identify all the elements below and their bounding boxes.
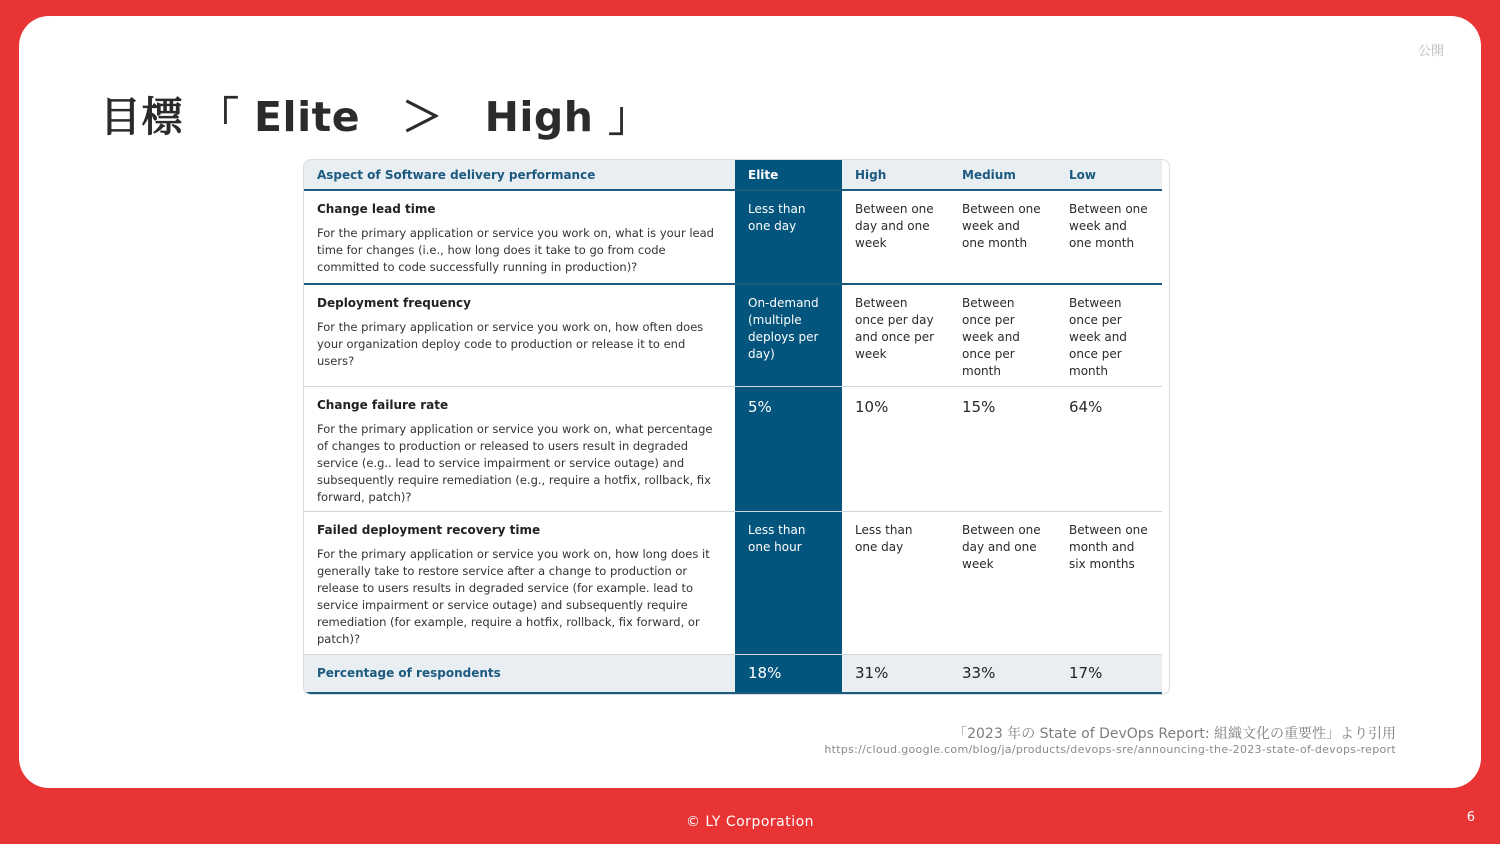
aspect-description: For the primary application or service you work on, how long does it generally take to restore service after a change to production or release to users results in degraded service (for example. lead to service impairment or service outage) and subsequently require remediation (for example, require a hotfix, rollback, fix forward, or patch)? xyxy=(317,546,710,646)
high-cell: Between one day and one week xyxy=(842,190,949,284)
aspect-name: Change failure rate xyxy=(317,397,449,412)
slide-title: 目標 「 Elite ＞ High 」 xyxy=(100,93,650,141)
aspect-name: Change lead time xyxy=(317,202,436,216)
header-low: Low xyxy=(1056,160,1162,190)
high-cell: Between once per day and once per week xyxy=(842,284,949,386)
aspect-cell xyxy=(304,190,735,284)
header-elite: Elite xyxy=(735,160,842,190)
header-high: High xyxy=(842,160,949,190)
metrics-table xyxy=(304,160,1162,694)
aspect-name: Failed deployment recovery time xyxy=(317,522,541,537)
aspect-cell xyxy=(304,511,735,654)
devops-metrics-table xyxy=(303,159,1170,695)
low-cell: Between one month and six months xyxy=(1056,511,1162,654)
table-row xyxy=(304,386,1162,511)
high-cell: 10% xyxy=(842,386,949,511)
table-row xyxy=(304,190,1162,284)
respondents-elite: 18% xyxy=(735,654,842,693)
high-cell: Less than one day xyxy=(842,511,949,654)
source-citation: 「2023 年の State of DevOps Report: 組織文化の重要性」より引用 xyxy=(953,726,1396,742)
respondents-label: Percentage of respondents xyxy=(304,654,735,693)
aspect-cell xyxy=(304,284,735,386)
medium-cell: Between once per week and once per month xyxy=(949,284,1056,386)
table-header-row xyxy=(304,160,1162,190)
aspect-cell xyxy=(304,386,735,511)
elite-cell: Less than one day xyxy=(735,190,842,284)
respondents-high: 31% xyxy=(842,654,949,693)
medium-cell: Between one week and one month xyxy=(949,190,1056,284)
medium-cell: Between one day and one week xyxy=(949,511,1056,654)
aspect-description: For the primary application or service you work on, how often does your organization deploy code to production or release it to end users? xyxy=(317,320,704,368)
aspect-description: For the primary application or service you work on, what percentage of changes to production or released to users result in degraded service (e.g.. lead to service impairment or service outage) and subsequently require remediation (e.g., require a hotfix, rollback, fix forward, patch)? xyxy=(317,421,713,504)
elite-cell: On-demand (multiple deploys per day) xyxy=(735,284,842,386)
table-row xyxy=(304,511,1162,654)
low-cell: Between once per week and once per month xyxy=(1056,284,1162,386)
respondents-low: 17% xyxy=(1056,654,1162,693)
header-medium: Medium xyxy=(949,160,1056,190)
classification-label: 公開 xyxy=(1417,44,1444,59)
respondents-medium: 33% xyxy=(949,654,1056,693)
page-number: 6 xyxy=(1466,810,1475,825)
medium-cell: 15% xyxy=(949,386,1056,511)
respondents-row xyxy=(304,654,1162,693)
aspect-name: Deployment frequency xyxy=(317,296,471,310)
low-cell: 64% xyxy=(1056,386,1162,511)
elite-cell: 5% xyxy=(735,386,842,511)
header-aspect: Aspect of Software delivery performance xyxy=(304,160,735,190)
copyright-footer: © LY Corporation xyxy=(685,814,815,830)
aspect-description: For the primary application or service you work on, what is your lead time for changes (i.e., how long does it take to go from code committed to code successfully running in production)? xyxy=(317,226,714,274)
table-row xyxy=(304,284,1162,386)
low-cell: Between one week and one month xyxy=(1056,190,1162,284)
source-url[interactable]: https://cloud.google.com/blog/ja/products/devops-sre/announcing-the-2023-state-of-devops-report xyxy=(824,743,1396,756)
elite-cell: Less than one hour xyxy=(735,511,842,654)
